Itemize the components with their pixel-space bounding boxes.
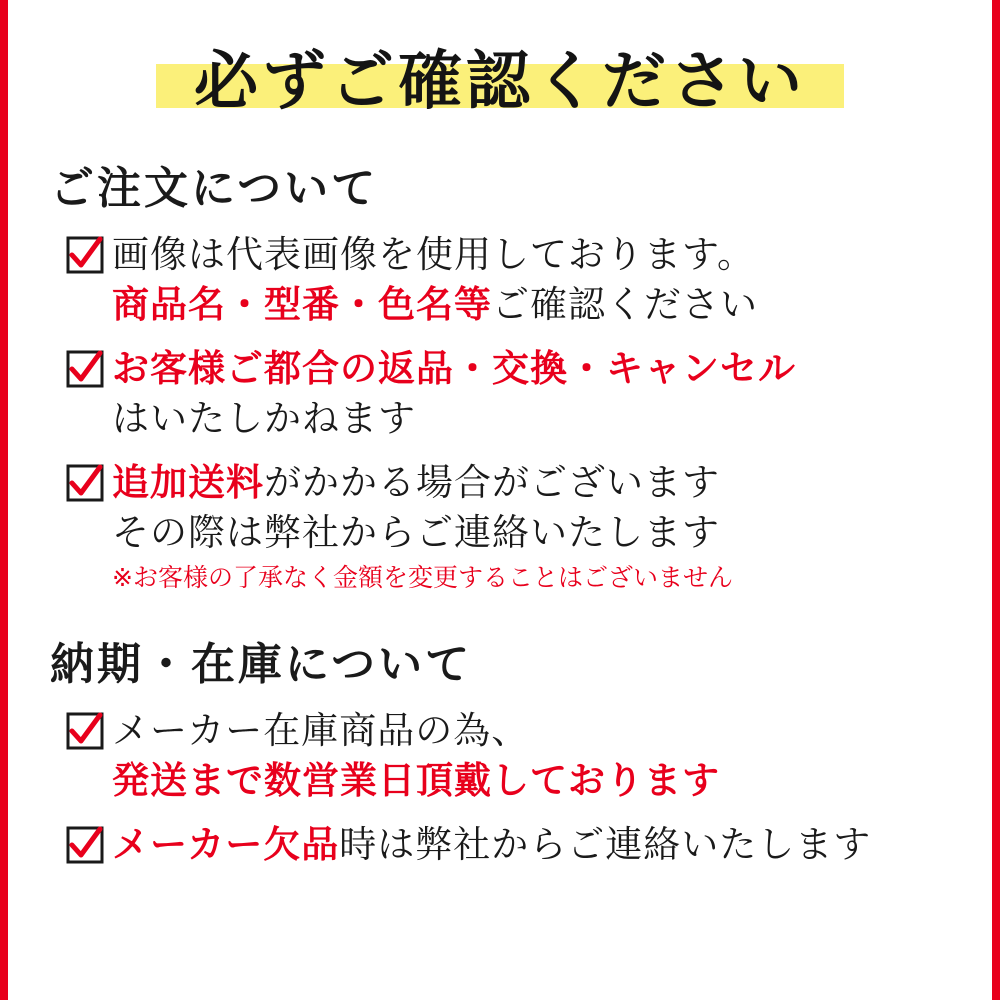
text-run: 発送まで数営業日頂戴しております: [112, 759, 720, 802]
notice-content: [8, 0, 992, 1000]
section-delivery: [38, 628, 962, 870]
page-title-block: [38, 34, 962, 130]
text-run: ご確認ください: [492, 283, 758, 326]
list-item-text: [112, 820, 962, 870]
footnote: ※お客様の了承なく金額を変更することはございません: [112, 563, 733, 592]
list-item: [66, 706, 962, 806]
checkbox-checked-icon: [66, 826, 104, 864]
text-run: メーカー欠品: [112, 823, 340, 866]
list-item-text: [112, 344, 962, 444]
section-heading-order: ご注文について: [50, 163, 379, 214]
text-run: 時は弊社からご連絡いたします: [339, 823, 872, 866]
list-item-text: [112, 230, 962, 330]
text-run: メーカー在庫商品の為、: [112, 709, 530, 752]
text-run: はいたしかねます: [112, 397, 416, 440]
checkbox-checked-icon: [66, 236, 104, 274]
text-run: その際は弊社からご連絡いたします: [112, 511, 720, 554]
text-run: 画像は代表画像を使用しております。: [112, 233, 756, 276]
section-order: [38, 152, 962, 598]
text-run: 追加送料: [112, 461, 264, 504]
list-item-text: [112, 706, 962, 806]
section-heading-delivery: 納期・在庫について: [50, 639, 473, 690]
list-item: [66, 458, 962, 598]
text-run: 商品名・型番・色名等: [112, 283, 492, 326]
list-item-text: [112, 458, 962, 598]
page-title: 必ずご確認ください: [194, 45, 806, 119]
list-item: [66, 820, 962, 870]
checkbox-checked-icon: [66, 350, 104, 388]
text-run: がかかる場合がございます: [264, 461, 720, 504]
text-run: お客様ご都合の返品・交換・キャンセル: [112, 347, 796, 390]
list-item: [66, 230, 962, 330]
checkbox-checked-icon: [66, 712, 104, 750]
list-item: [66, 344, 962, 444]
checkbox-checked-icon: [66, 464, 104, 502]
